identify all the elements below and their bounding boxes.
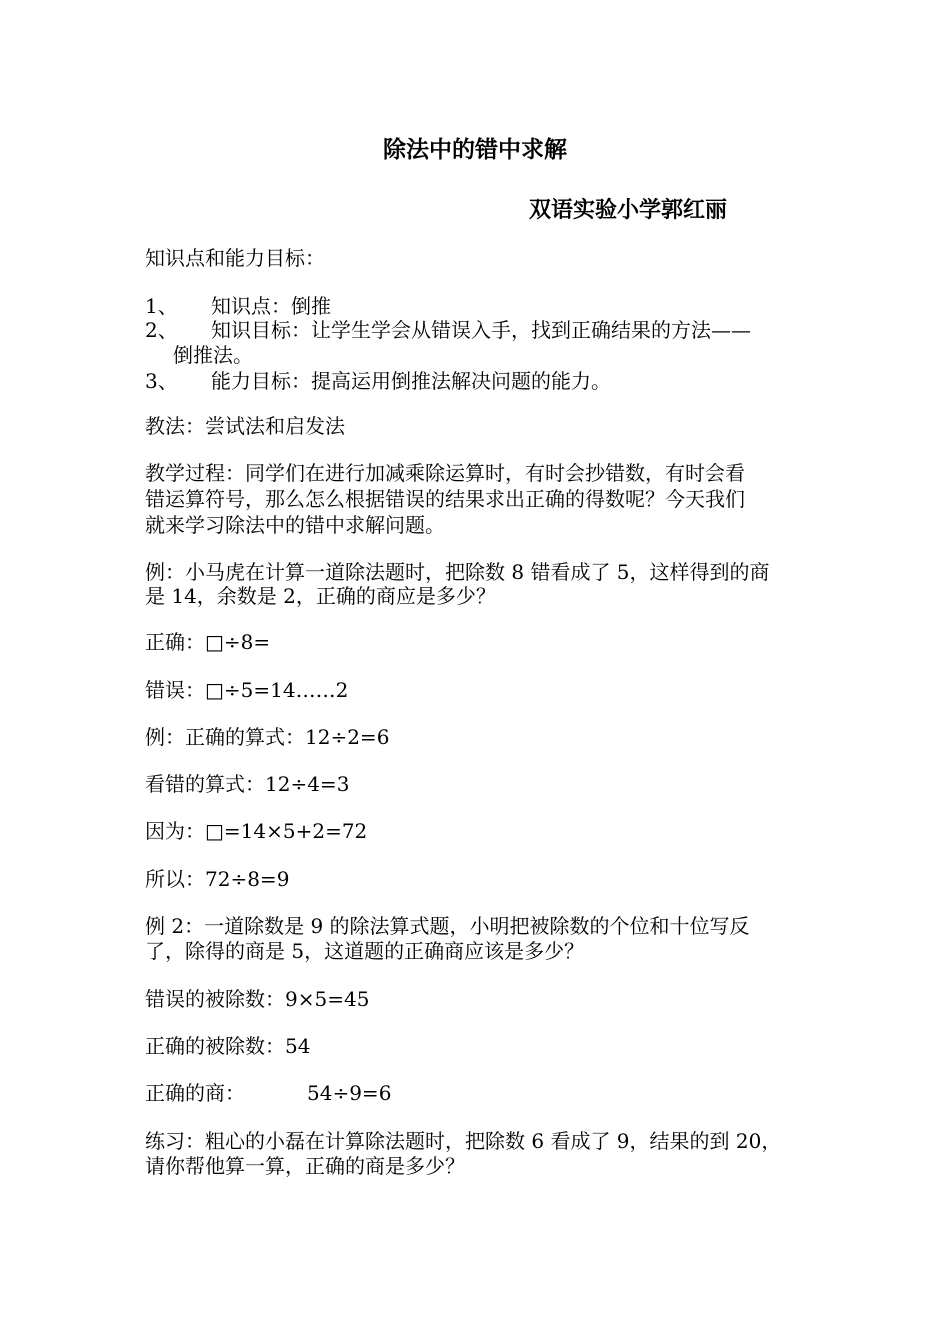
teaching-method: 教法：尝试法和启发法	[145, 414, 345, 438]
objective-number: 1、	[145, 294, 178, 318]
exercise-line-2: 请你帮他算一算，正确的商是多少？	[145, 1154, 465, 1178]
objectives-heading: 知识点和能力目标：	[145, 246, 325, 270]
therefore-equation: 所以：72÷8=9	[145, 867, 290, 891]
process-line-2: 错运算符号，那么怎么根据错误的结果求出正确的得数呢？今天我们	[145, 487, 745, 511]
objective-item-2-continuation: 倒推法。	[173, 343, 253, 367]
correct-quotient-label: 正确的商：	[145, 1081, 245, 1105]
sample-wrong-equation: 看错的算式：12÷4=3	[145, 772, 350, 796]
document-title: 除法中的错中求解	[383, 136, 567, 163]
correct-equation: 正确：□÷8=	[145, 630, 271, 654]
process-line-3: 就来学习除法中的错中求解问题。	[145, 513, 445, 537]
correct-dividend: 正确的被除数：54	[145, 1034, 311, 1058]
objective-text: 知识点：倒推	[211, 294, 331, 318]
example2-line-2: 了，除得的商是 5，这道题的正确商应该是多少？	[145, 939, 585, 963]
objective-number: 3、	[145, 369, 178, 393]
objective-number: 2、	[145, 318, 178, 342]
example1-line-1: 例：小马虎在计算一道除法题时，把除数 8 错看成了 5，这样得到的商	[145, 560, 770, 584]
correct-quotient	[145, 1078, 391, 1108]
example1-line-2: 是 14，余数是 2，正确的商应是多少？	[145, 584, 496, 608]
exercise-line-1: 练习：粗心的小磊在计算除法题时，把除数 6 看成了 9，结果的到 20，	[145, 1129, 782, 1153]
author-line: 双语实验小学郭红丽	[529, 197, 728, 223]
objective-text: 知识目标：让学生学会从错误入手，找到正确结果的方法——	[211, 318, 751, 342]
process-line-1: 教学过程：同学们在进行加减乘除运算时，有时会抄错数，有时会看	[145, 461, 745, 485]
because-equation: 因为：□=14×5+2=72	[145, 819, 368, 843]
correct-quotient-value: 54÷9=6	[307, 1081, 392, 1105]
objective-item-3	[145, 366, 611, 396]
example2-line-1: 例 2：一道除数是 9 的除法算式题，小明把被除数的个位和十位写反	[145, 914, 750, 938]
objective-text: 能力目标：提高运用倒推法解决问题的能力。	[211, 369, 611, 393]
sample-correct-equation: 例：正确的算式：12÷2=6	[145, 725, 390, 749]
wrong-dividend: 错误的被除数：9×5=45	[145, 987, 370, 1011]
wrong-equation: 错误：□÷5=14……2	[145, 678, 349, 702]
